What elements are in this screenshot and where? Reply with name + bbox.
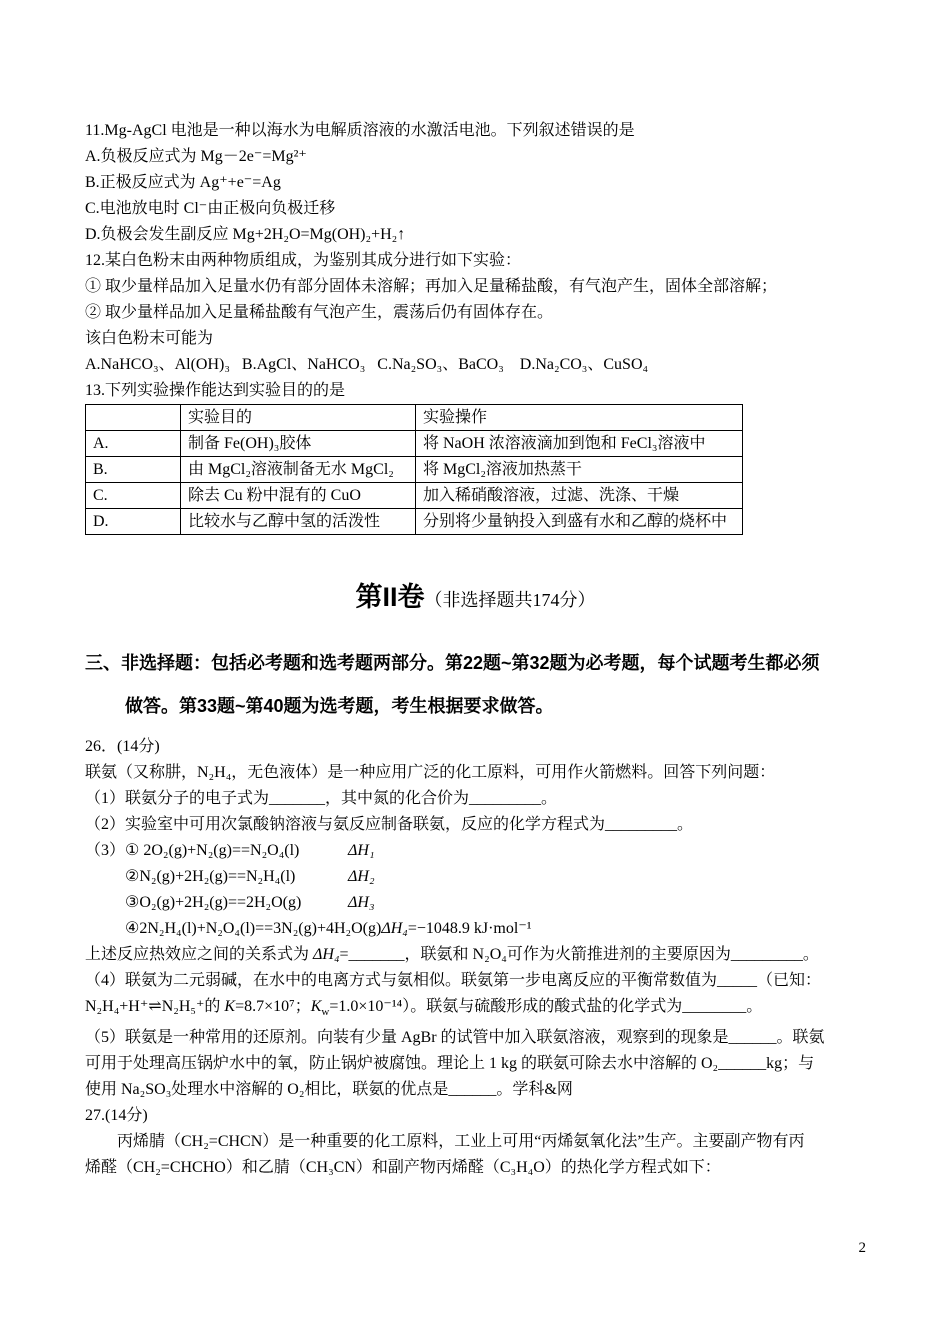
q26-equation-1 [85, 838, 866, 864]
q13-table [85, 404, 743, 535]
q26-item4-k1-value: =8.7×10⁷； [235, 998, 311, 1015]
q12-options: A.NaHCO₃、Al(OH)₃ B.AgCl、NaHCO₃ C.Na₂SO₃、BaCO₃ D.Na₂CO₃、CuSO₄ [85, 356, 649, 373]
q11-option-d: D.负极会发生副反应 Mg+2H₂O=Mg(OH)₂+H₂↑ [85, 226, 406, 243]
section3-heading-line2: 做答。第33题~第40题为选考题，考生根据要求做答。 [125, 696, 554, 716]
q26-item4-line2 [85, 994, 866, 1025]
q26-item3-summary-pre: 上述反应热效应之间的关系式为 [85, 946, 314, 963]
q26-eq4-value: =−1048.9 kJ·mol⁻¹ [407, 920, 532, 937]
q26-item3-summary-post: =_______，联氨和 N₂O₄可作为火箭推进剂的主要原因为_________。 [339, 946, 819, 963]
q11-option-c: C.电池放电时 Cl⁻由正极向负极迁移 [85, 200, 336, 217]
q26-item4-reactants: N₂H₄+H⁺ [85, 998, 149, 1015]
q13-row-d-operation: 分别将少量钠投入到盛有水和乙醇的烧杯中 [416, 509, 743, 535]
q13-row-d-purpose: 比较水与乙醇中氢的活泼性 [181, 509, 416, 535]
q13-row-a-purpose: 制备 Fe(OH)₃胶体 [181, 431, 416, 457]
q12-stem: 12.某白色粉末由两种物质组成，为鉴别其成分进行如下实验： [85, 252, 522, 269]
q26-item3-summary-dh: ΔH₄ [313, 946, 340, 963]
page-number: 2 [858, 1240, 866, 1256]
q13-row-b-label: B. [86, 457, 181, 483]
q13-row-b-operation: 将 MgCl₂溶液加热蒸干 [416, 457, 743, 483]
q13-row-c-label: C. [86, 483, 181, 509]
q26-eq1-dh: ΔH₁ [348, 842, 375, 859]
q26-intro: 联氨（又称肼，N₂H₄，无色液体）是一种应用广泛的化工原料，可用作火箭燃料。回答下列问题： [85, 764, 776, 781]
q26-item2: （2）实验室中可用次氯酸钠溶液与氨反应制备联氨，反应的化学方程式为_________。 [85, 816, 694, 833]
q26-eq3-formula: ③O₂(g)+2H₂(g)==2H₂O(g) [125, 894, 302, 911]
q26-number: 26．(14分) [85, 738, 160, 755]
q26-item3-label: （3） [85, 842, 126, 859]
table-row [86, 431, 743, 457]
q26-eq2-formula: ②N₂(g)+2H₂(g)==N₂H₄(l) [125, 868, 296, 885]
part2-title-note: （非选择题共174分） [424, 590, 596, 610]
equilibrium-arrow-icon: ⇌ [148, 998, 162, 1015]
q26-eq3-dh: ΔH₃ [348, 894, 375, 911]
table-row [86, 509, 743, 535]
q26-equation-2 [85, 864, 866, 890]
q26-item4-k2-sub: w [321, 1006, 330, 1019]
q12-step2: ② 取少量样品加入足量稀盐酸有气泡产生，震荡后仍有固体存在。 [85, 304, 554, 321]
q26-equation-4 [85, 916, 866, 942]
q26-item5-line1: （5）联氨是一种常用的还原剂。向装有少量 AgBr 的试管中加入联氨溶液，观察到的现象是______。联氨 [85, 1029, 825, 1047]
q26-equation-3 [85, 890, 866, 916]
part2-title [85, 579, 866, 620]
q13-row-a-operation: 将 NaOH 浓溶液滴加到饱和 FeCl₃溶液中 [416, 431, 743, 457]
q11-option-a: A.负极反应式为 Mg－2e⁻=Mg²⁺ [85, 148, 307, 165]
q11-option-b: B.正极反应式为 Ag⁺+e⁻=Ag [85, 174, 281, 191]
table-row [86, 483, 743, 509]
q26-item4-rest: =1.0×10⁻¹⁴）。联氨与硫酸形成的酸式盐的化学式为________。 [329, 998, 763, 1015]
q26-item4-k2: K [310, 998, 322, 1015]
q13-row-b-purpose: 由 MgCl₂溶液制备无水 MgCl₂ [181, 457, 416, 483]
q26-eq1-formula: ① 2O₂(g)+N₂(g)==N₂O₄(l) [125, 842, 300, 859]
q26-item4-k1: K [224, 998, 236, 1015]
q13-header-blank [86, 405, 181, 431]
q13-header-row [86, 405, 743, 431]
q27-line2: 烯醛（CH₂=CHCHO）和乙腈（CH₃CN）和副产物丙烯醛（C₃H₄O）的热化学方程式如下： [85, 1159, 721, 1177]
section3-heading-line1: 三、非选择题：包括必考题和选考题两部分。第22题~第32题为必考题，每个试题考生都必须 [85, 653, 820, 673]
q12-step1: ① 取少量样品加入足量水仍有部分固体未溶解；再加入足量稀盐酸，有气泡产生，固体全部溶解； [85, 278, 778, 295]
table-row [86, 457, 743, 483]
q13-row-c-operation: 加入稀硝酸溶液，过滤、洗涤、干燥 [416, 483, 743, 509]
q26-item1: （1）联氨分子的电子式为_______，其中氮的化合价为_________。 [85, 790, 558, 807]
q26-eq4-formula: ④2N₂H₄(l)+N₂O₄(l)==3N₂(g)+4H₂O(g) [125, 920, 382, 937]
q26-eq4-dh: ΔH₄ [381, 920, 408, 937]
q13-header-purpose: 实验目的 [181, 405, 416, 431]
q26-item5-line3: 使用 Na₂SO₃处理水中溶解的 O₂相比，联氨的优点是______。学科&网 [85, 1081, 573, 1099]
q13-row-c-purpose: 除去 Cu 粉中混有的 CuO [181, 483, 416, 509]
q13-row-d-label: D. [86, 509, 181, 535]
q13-stem: 13.下列实验操作能达到实验目的的是 [85, 382, 346, 399]
q26-item4-line1: （4）联氨为二元弱碱，在水中的电离方式与氨相似。联氨第一步电离反应的平衡常数值为_____（已知： [85, 972, 822, 989]
q27-line1: 丙烯腈（CH₂=CHCN）是一种重要的化工原料，工业上可用“丙烯氨氧化法”生产。主要副产物有丙 [117, 1133, 805, 1151]
q26-item5-line2: 可用于处理高压锅炉水中的氧，防止锅炉被腐蚀。理论上 1 kg 的联氨可除去水中溶解的 O₂______kg；与 [85, 1055, 815, 1073]
q26-item4-product: N₂H₅⁺的 [161, 998, 225, 1015]
q26-item3-summary [85, 942, 866, 968]
q26-eq2-dh: ΔH₂ [348, 868, 375, 885]
q27-number: 27.(14分) [85, 1107, 148, 1125]
q13-header-operation: 实验操作 [416, 405, 743, 431]
q13-row-a-label: A. [86, 431, 181, 457]
part2-title-main: 第II卷 [355, 582, 425, 612]
q11-stem: 11.Mg‐AgCl 电池是一种以海水为电解质溶液的水激活电池。下列叙述错误的是 [85, 122, 635, 139]
q12-prompt: 该白色粉末可能为 [85, 330, 214, 347]
